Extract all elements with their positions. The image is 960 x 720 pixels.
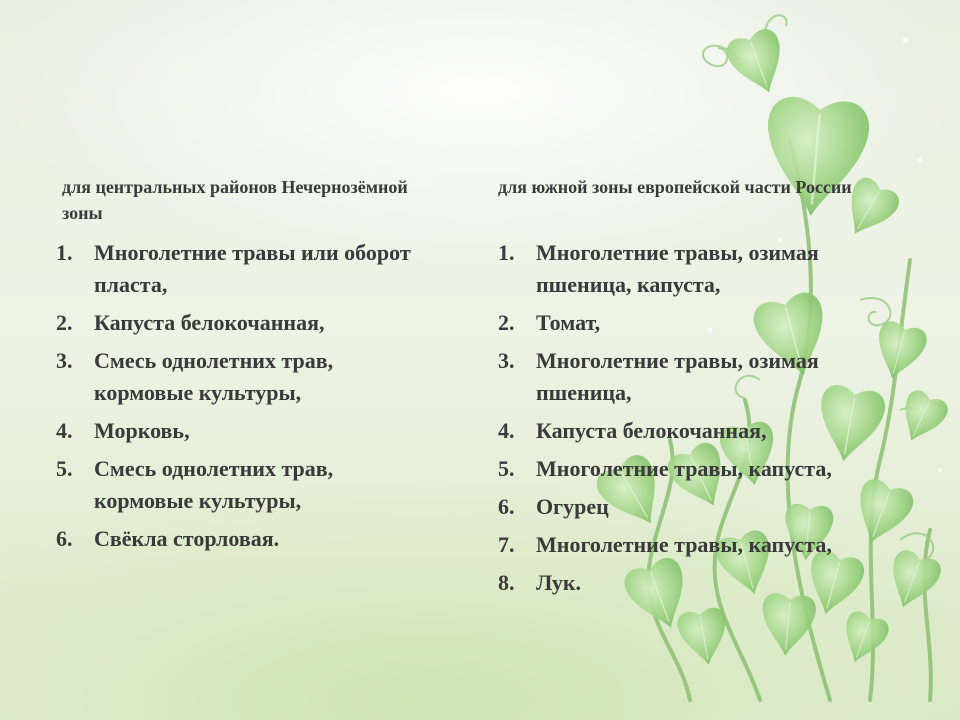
list-item: 6. Огурец [498,494,609,519]
list-item: 3. Смесь однолетних трав, кормовые культуры, [56,348,334,405]
list-item: 3. Многолетние травы, озимая пшеница, [498,348,819,405]
left-column-heading: для центральных районов Нечернозёмной зоны [62,177,408,223]
list-item: 5. Смесь однолетних трав, кормовые культуры, [56,456,334,513]
list-item: 1. Многолетние травы, озимая пшеница, капуста, [498,240,819,297]
list-item: 4. Капуста белокочанная, [498,418,767,443]
list-item: 2. Капуста белокочанная, [56,310,325,335]
list-item: 4. Морковь, [56,418,190,443]
list-item: 7. Многолетние травы, капуста, [498,532,832,557]
list-item: 2. Томат, [498,310,601,335]
left-crop-list [56,237,436,561]
list-item: 6. Свёкла сторловая. [56,526,280,551]
right-crop-list [498,237,918,605]
list-item: 5. Многолетние травы, капуста, [498,456,832,481]
list-item: 8. Лук. [498,570,582,595]
right-column-heading: для южной зоны европейской части России [498,177,852,197]
list-item: 1. Многолетние травы или оборот пласта, [56,240,411,297]
